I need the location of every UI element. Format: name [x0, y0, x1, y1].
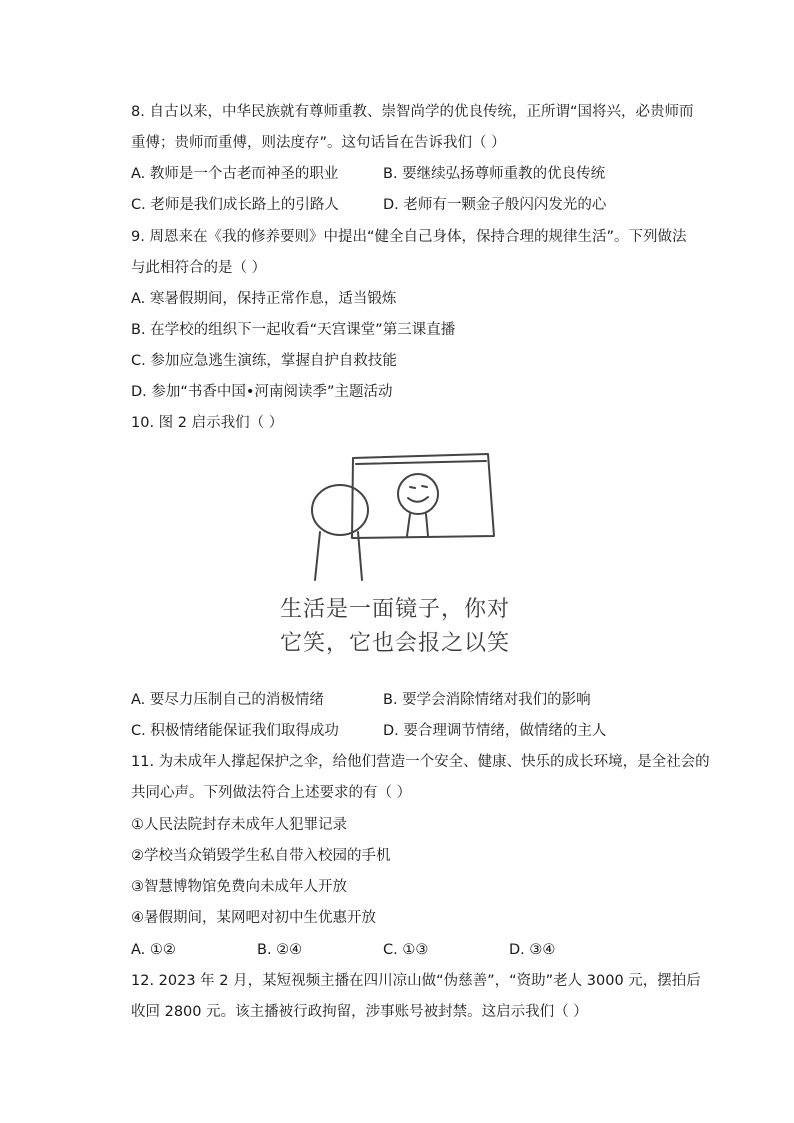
q9-option-a: A. 寒暑假期间，保持正常作息，适当锻炼: [131, 291, 397, 307]
q11-item-2: ②学校当众销毁学生私自带入校园的手机: [131, 848, 391, 864]
mirror-frame-outer: [352, 454, 494, 538]
q8-option-d: D. 老师有一颗金子般闪闪发光的心: [383, 197, 607, 213]
q11-item-1: ①人民法院封存未成年人犯罪记录: [131, 817, 347, 833]
reflection-body-right: [426, 514, 428, 536]
reflection-eye-right: [422, 486, 427, 487]
q9-stem-line2: 与此相符合的是（ ）: [131, 260, 267, 276]
person-body-right: [358, 532, 362, 580]
q8-option-a: A. 教师是一个古老而神圣的职业: [131, 166, 339, 182]
reflection-face: [398, 474, 438, 514]
q11-item-4: ④暑假期间，某网吧对初中生优惠开放: [131, 910, 376, 926]
q9-option-b: B. 在学校的组织下一起收看“天宫课堂”第三课直播: [131, 322, 456, 338]
q11-stem-line1: 11. 为未成年人撑起保护之伞，给他们营造一个安全、健康、快乐的成长环境，是全社会的: [131, 754, 710, 770]
q10-option-c: C. 积极情绪能保证我们取得成功: [131, 723, 339, 739]
q9-option-d: D. 参加“书香中国•河南阅读季”主题活动: [131, 384, 393, 400]
reflection-body-left: [407, 514, 410, 536]
mirror-illustration: [270, 440, 520, 665]
q9-stem-line1: 9. 周恩来在《我的修养要则》中提出“健全自己身体，保持合理的规律生活”。下列做法: [131, 229, 687, 245]
q10-option-b: B. 要学会消除情绪对我们的影响: [383, 692, 591, 708]
q8-option-c: C. 老师是我们成长路上的引路人: [131, 197, 339, 213]
q11-stem-line2: 共同心声。下列做法符合上述要求的有（ ）: [131, 785, 412, 801]
q8-stem-line1: 8. 自古以来，中华民族就有尊师重教、崇智尚学的优良传统，正所谓“国将兴，必贵师而: [131, 104, 694, 120]
q11-item-3: ③智慧博物馆免费向未成年人开放: [131, 879, 347, 895]
q9-option-c: C. 参加应急逃生演练，掌握自护自救技能: [131, 353, 397, 369]
q11-option-d: D. ③④: [509, 942, 556, 958]
q10-stem-line1: 10. 图 2 启示我们（ ）: [131, 415, 284, 431]
illustration-caption-line1: 生活是一面镜子，你对: [279, 597, 510, 622]
q12-stem-line1: 12. 2023 年 2 月，某短视频主播在四川凉山做“伪慈善”，“资助”老人 3000 元，摆拍后: [131, 973, 701, 989]
q11-option-a: A. ①②: [131, 942, 176, 958]
illustration-caption-line2: 它笑，它也会报之以笑: [279, 631, 510, 656]
mirror-drawing: [270, 440, 520, 590]
q10-option-d: D. 要合理调节情绪，做情绪的主人: [383, 723, 607, 739]
person-body-left: [315, 532, 320, 580]
reflection-eye-left: [410, 487, 415, 488]
q8-option-b: B. 要继续弘扬尊师重教的优良传统: [383, 166, 606, 182]
q11-option-c: C. ①③: [383, 942, 429, 958]
q10-option-a: A. 要尽力压制自己的消极情绪: [131, 692, 324, 708]
reflection-smile: [408, 497, 428, 502]
q12-stem-line2: 收回 2800 元。该主播被行政拘留，涉事账号被封禁。这启示我们（ ）: [131, 1004, 588, 1020]
q11-option-b: B. ②④: [257, 942, 303, 958]
q8-stem-line2: 重傅；贵师而重傅，则法度存”。这句话旨在告诉我们（ ）: [131, 135, 506, 151]
mirror-frame-top-inner: [356, 461, 486, 464]
person-head: [312, 485, 368, 535]
